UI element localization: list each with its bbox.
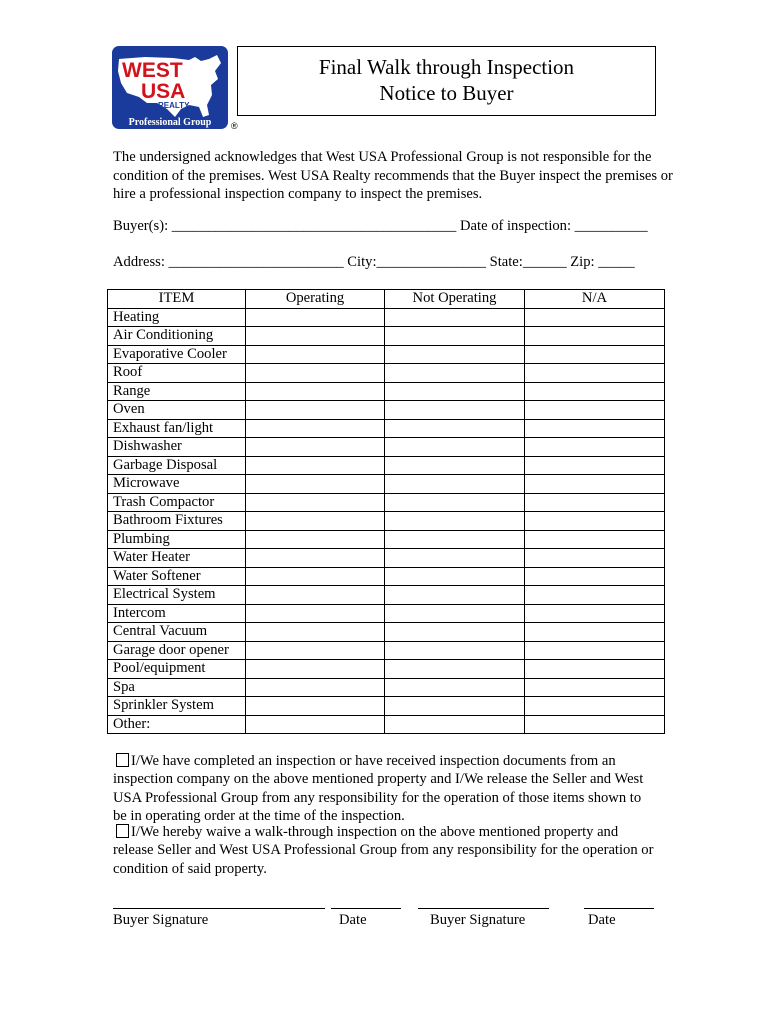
- item-name: Exhaust fan/light: [108, 419, 246, 438]
- item-name: Intercom: [108, 604, 246, 623]
- table-row: [108, 567, 665, 586]
- na-cell[interactable]: [525, 401, 665, 420]
- operating-cell[interactable]: [246, 401, 385, 420]
- item-name: Sprinkler System: [108, 697, 246, 716]
- not-operating-cell[interactable]: [385, 512, 525, 531]
- na-cell[interactable]: [525, 530, 665, 549]
- na-cell[interactable]: [525, 623, 665, 642]
- operating-cell[interactable]: [246, 697, 385, 716]
- logo-usa: USA: [141, 80, 186, 103]
- na-cell[interactable]: [525, 327, 665, 346]
- item-name: Water Heater: [108, 549, 246, 568]
- logo-west: WEST: [122, 59, 183, 82]
- na-cell[interactable]: [525, 715, 665, 734]
- not-operating-cell[interactable]: [385, 327, 525, 346]
- checkbox-statement-2: [113, 823, 658, 878]
- buyer-signature-label-1: Buyer Signature: [113, 912, 209, 928]
- buyer-date-line[interactable]: Buyer(s): _______________________________________ Date of inspection: __________: [113, 218, 648, 234]
- not-operating-cell[interactable]: [385, 401, 525, 420]
- operating-cell[interactable]: [246, 438, 385, 457]
- table-row: [108, 530, 665, 549]
- operating-cell[interactable]: [246, 419, 385, 438]
- operating-cell[interactable]: [246, 327, 385, 346]
- not-operating-cell[interactable]: [385, 623, 525, 642]
- na-cell[interactable]: [525, 512, 665, 531]
- table-row: [108, 678, 665, 697]
- operating-cell[interactable]: [246, 456, 385, 475]
- intro-paragraph: The undersigned acknowledges that West USA Professional Group is not responsible for the condition of the premises. West USA Realty recommends that the Buyer inspect the premises or hire a professional inspection company to inspect the premises.: [113, 149, 673, 202]
- table-row: [108, 345, 665, 364]
- table-row: [108, 604, 665, 623]
- na-cell[interactable]: [525, 697, 665, 716]
- not-operating-cell[interactable]: [385, 475, 525, 494]
- not-operating-cell[interactable]: [385, 382, 525, 401]
- item-name: Evaporative Cooler: [108, 345, 246, 364]
- not-operating-cell[interactable]: [385, 493, 525, 512]
- na-cell[interactable]: [525, 419, 665, 438]
- not-operating-cell[interactable]: [385, 364, 525, 383]
- table-row: [108, 382, 665, 401]
- not-operating-cell[interactable]: [385, 604, 525, 623]
- address-line[interactable]: Address: ________________________ City:_______________ State:______ Zip: _____: [113, 254, 635, 270]
- operating-cell[interactable]: [246, 512, 385, 531]
- table-row: [108, 660, 665, 679]
- item-name: Central Vacuum: [108, 623, 246, 642]
- not-operating-cell[interactable]: [385, 549, 525, 568]
- date-label-2: Date: [588, 912, 616, 928]
- na-cell[interactable]: [525, 438, 665, 457]
- na-cell[interactable]: [525, 641, 665, 660]
- operating-cell[interactable]: [246, 382, 385, 401]
- item-name: Plumbing: [108, 530, 246, 549]
- table-row: [108, 549, 665, 568]
- table-row: [108, 623, 665, 642]
- item-name: Garage door opener: [108, 641, 246, 660]
- item-name: Roof: [108, 364, 246, 383]
- table-header-row: [108, 290, 665, 309]
- item-name: Trash Compactor: [108, 493, 246, 512]
- completed-inspection-checkbox[interactable]: [116, 753, 129, 767]
- na-cell[interactable]: [525, 678, 665, 697]
- na-cell[interactable]: [525, 456, 665, 475]
- header-operating: Operating: [246, 290, 385, 309]
- item-name: Pool/equipment: [108, 660, 246, 679]
- table-row: [108, 438, 665, 457]
- na-cell[interactable]: [525, 567, 665, 586]
- item-name: Microwave: [108, 475, 246, 494]
- item-name: Water Softener: [108, 567, 246, 586]
- checkbox-2-text: I/We hereby waive a walk-through inspection on the above mentioned property and release Seller and West USA Professional Group from any responsibility for the operation or condition of said property.: [113, 824, 654, 877]
- operating-cell[interactable]: [246, 493, 385, 512]
- operating-cell[interactable]: [246, 549, 385, 568]
- table-row: [108, 364, 665, 383]
- table-row: [108, 715, 665, 734]
- not-operating-cell[interactable]: [385, 530, 525, 549]
- na-cell[interactable]: [525, 493, 665, 512]
- operating-cell[interactable]: [246, 660, 385, 679]
- item-name: Air Conditioning: [108, 327, 246, 346]
- header-na: N/A: [525, 290, 665, 309]
- logo-tagline: Professional Group: [128, 117, 212, 128]
- logo-realty: REALTY: [158, 101, 190, 110]
- page-title-line-2: Notice to Buyer: [379, 81, 514, 105]
- operating-cell[interactable]: [246, 604, 385, 623]
- table-body: [108, 308, 665, 734]
- waive-inspection-checkbox[interactable]: [116, 824, 129, 838]
- table-row: [108, 401, 665, 420]
- operating-cell[interactable]: [246, 530, 385, 549]
- na-cell[interactable]: [525, 660, 665, 679]
- item-name: Other:: [108, 715, 246, 734]
- operating-cell[interactable]: [246, 364, 385, 383]
- table-row: [108, 697, 665, 716]
- item-name: Garbage Disposal: [108, 456, 246, 475]
- operating-cell[interactable]: [246, 308, 385, 327]
- not-operating-cell[interactable]: [385, 456, 525, 475]
- not-operating-cell[interactable]: [385, 697, 525, 716]
- operating-cell[interactable]: [246, 641, 385, 660]
- not-operating-cell[interactable]: [385, 345, 525, 364]
- operating-cell[interactable]: [246, 345, 385, 364]
- operating-cell[interactable]: [246, 586, 385, 605]
- operating-cell[interactable]: [246, 567, 385, 586]
- table-row: [108, 308, 665, 327]
- title-box: [237, 46, 656, 116]
- not-operating-cell[interactable]: [385, 567, 525, 586]
- na-cell[interactable]: [525, 475, 665, 494]
- inspection-table: [107, 289, 665, 734]
- operating-cell[interactable]: [246, 623, 385, 642]
- table-row: [108, 456, 665, 475]
- not-operating-cell[interactable]: [385, 641, 525, 660]
- na-cell[interactable]: [525, 364, 665, 383]
- table-row: [108, 419, 665, 438]
- header-item: ITEM: [108, 290, 246, 309]
- date-label-1: Date: [339, 912, 367, 928]
- item-name: Oven: [108, 401, 246, 420]
- na-cell[interactable]: [525, 604, 665, 623]
- buyer-signature-line-1[interactable]: [113, 908, 325, 909]
- date-line-2[interactable]: [584, 908, 654, 909]
- table-row: [108, 586, 665, 605]
- operating-cell[interactable]: [246, 475, 385, 494]
- not-operating-cell[interactable]: [385, 660, 525, 679]
- item-name: Bathroom Fixtures: [108, 512, 246, 531]
- not-operating-cell[interactable]: [385, 308, 525, 327]
- operating-cell[interactable]: [246, 715, 385, 734]
- table-row: [108, 641, 665, 660]
- page-title-line-1: Final Walk through Inspection: [318, 55, 575, 79]
- buyer-signature-line-2[interactable]: [418, 908, 549, 909]
- table-row: [108, 493, 665, 512]
- date-line-1[interactable]: [331, 908, 401, 909]
- table-row: [108, 512, 665, 531]
- na-cell[interactable]: [525, 549, 665, 568]
- not-operating-cell[interactable]: [385, 678, 525, 697]
- na-cell[interactable]: [525, 345, 665, 364]
- checkbox-statement-1: [113, 752, 658, 825]
- not-operating-cell[interactable]: [385, 586, 525, 605]
- na-cell[interactable]: [525, 308, 665, 327]
- header-not-operating: Not Operating: [385, 290, 525, 309]
- buyer-signature-label-2: Buyer Signature: [430, 912, 526, 928]
- operating-cell[interactable]: [246, 678, 385, 697]
- item-name: Electrical System: [108, 586, 246, 605]
- item-name: Range: [108, 382, 246, 401]
- not-operating-cell[interactable]: [385, 438, 525, 457]
- registered-mark: ®: [231, 121, 238, 131]
- table-row: [108, 475, 665, 494]
- table-row: [108, 327, 665, 346]
- item-name: Spa: [108, 678, 246, 697]
- item-name: Dishwasher: [108, 438, 246, 457]
- na-cell[interactable]: [525, 382, 665, 401]
- na-cell[interactable]: [525, 586, 665, 605]
- west-usa-realty-logo: [111, 45, 243, 133]
- not-operating-cell[interactable]: [385, 419, 525, 438]
- checkbox-1-text: I/We have completed an inspection or have received inspection documents from an inspection company on the above mentioned property and I/We release the Seller and West USA Professional Group from any responsibility for the operation of those items shown to be in operating order at the time of the inspection.: [113, 753, 644, 824]
- item-name: Heating: [108, 308, 246, 327]
- not-operating-cell[interactable]: [385, 715, 525, 734]
